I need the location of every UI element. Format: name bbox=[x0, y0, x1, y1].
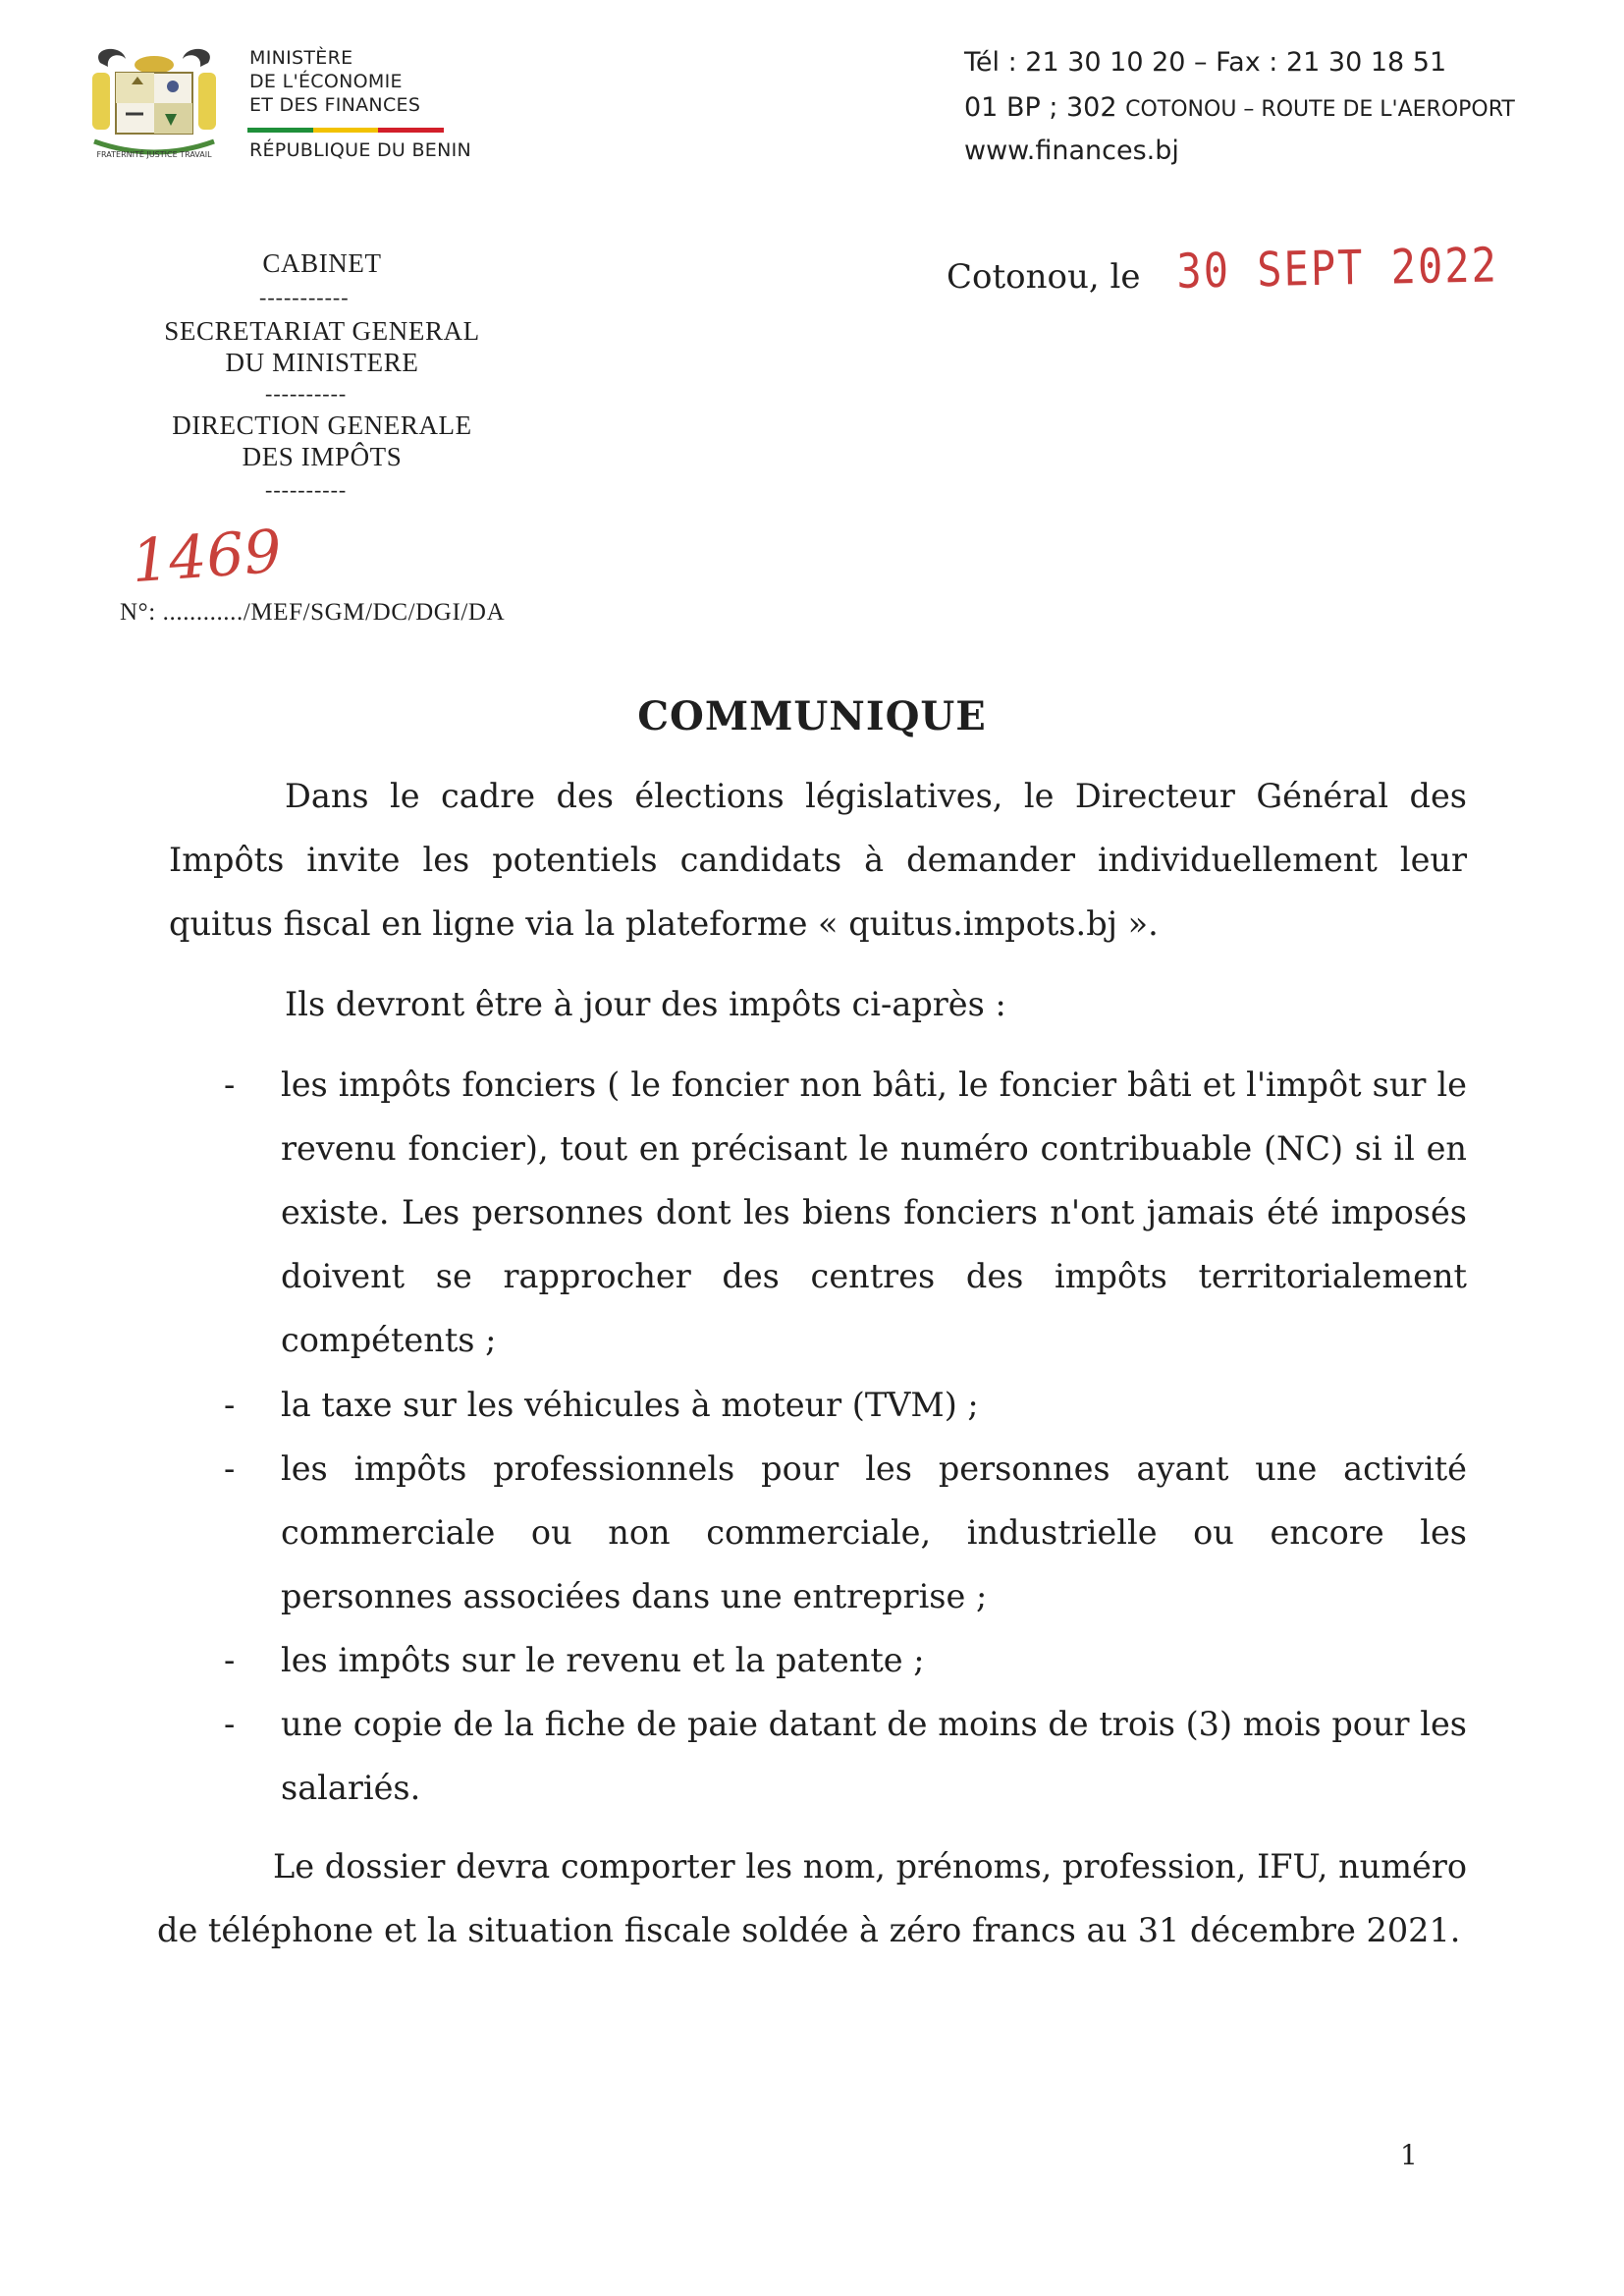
date-stamp: 30 SEPT 2022 bbox=[1176, 237, 1499, 300]
service-separator-3: ---------- bbox=[265, 477, 348, 502]
contact-address-bp: 01 BP ; 302 bbox=[964, 92, 1126, 123]
ministry-line-3: ET DES FINANCES bbox=[249, 94, 421, 116]
svg-text:FRATERNITÉ JUSTICE TRAVAIL: FRATERNITÉ JUSTICE TRAVAIL bbox=[96, 150, 212, 159]
ministry-line-1: MINISTÈRE bbox=[249, 47, 353, 69]
contact-website: www.finances.bj bbox=[964, 136, 1179, 166]
contact-address-city: COTONOU – ROUTE DE L'AEROPORT bbox=[1125, 97, 1515, 122]
service-sg-line-2: DU MINISTERE bbox=[225, 348, 419, 377]
list-item: les impôts sur le revenu et la patente ; bbox=[281, 1641, 925, 1679]
list-item: les impôts professionnels pour les personnes ayant une activité commerciale ou non commerciale, industrielle ou encore les personnes associées dans une entreprise ; bbox=[281, 1449, 1467, 1615]
contact-phone-fax: Tél : 21 30 10 20 – Fax : 21 30 18 51 bbox=[964, 47, 1447, 78]
handwritten-reference-number: 1469 bbox=[129, 517, 284, 597]
service-dg-line-2: DES IMPÔTS bbox=[242, 442, 403, 471]
service-separator-2: ---------- bbox=[265, 381, 348, 406]
ministry-line-2: DE L'ÉCONOMIE bbox=[249, 71, 403, 92]
flag-green-stripe bbox=[247, 128, 313, 133]
country-name: RÉPUBLIQUE DU BENIN bbox=[249, 139, 472, 161]
document-title: COMMUNIQUE bbox=[637, 693, 987, 739]
list-bullet: - bbox=[224, 1705, 236, 1743]
service-separator-1: ----------- bbox=[259, 285, 350, 309]
list-bullet: - bbox=[224, 1386, 236, 1424]
service-sg-line-1: SECRETARIAT GENERAL bbox=[164, 316, 480, 346]
contact-address bbox=[964, 92, 1515, 123]
flag-yellow-stripe bbox=[313, 128, 379, 133]
service-dg-line-1: DIRECTION GENERALE bbox=[172, 410, 472, 440]
list-intro: Ils devront être à jour des impôts ci-après : bbox=[285, 985, 1006, 1023]
date-prefix: Cotonou, le bbox=[947, 257, 1141, 297]
list-item: la taxe sur les véhicules à moteur (TVM) ; bbox=[281, 1386, 979, 1424]
list-bullet: - bbox=[224, 1641, 236, 1679]
list-item: les impôts fonciers ( le foncier non bâti, le foncier bâti et l'impôt sur le revenu foncier), tout en précisant le numéro contribuable (NC) si il en existe. Les personnes dont les biens fonciers n'ont jamais été imposés doivent se rapprocher des centres des impôts territorialement compétents ; bbox=[281, 1066, 1467, 1359]
benin-coat-of-arms-icon bbox=[82, 43, 226, 163]
flag-red-stripe bbox=[378, 128, 444, 133]
list-bullet: - bbox=[224, 1449, 236, 1488]
reference-line: N°: ............/MEF/SGM/DC/DGI/DA bbox=[120, 599, 506, 626]
list-item: une copie de la fiche de paie datant de moins de trois (3) mois pour les salariés. bbox=[281, 1705, 1467, 1807]
closing-paragraph: Le dossier devra comporter les nom, prénoms, profession, IFU, numéro de téléphone et la situation fiscale soldée à zéro francs au 31 décembre 2021. bbox=[157, 1847, 1467, 1949]
service-cabinet: CABINET bbox=[262, 248, 382, 278]
intro-paragraph: Dans le cadre des élections législatives, le Directeur Général des Impôts invite les potentiels candidats à demander individuellement leur quitus fiscal en ligne via la plateforme « quitus.impots.bj ». bbox=[169, 777, 1467, 943]
page-number: 1 bbox=[1400, 2139, 1418, 2171]
list-bullet: - bbox=[224, 1066, 236, 1104]
flag-color-bar bbox=[247, 128, 444, 133]
